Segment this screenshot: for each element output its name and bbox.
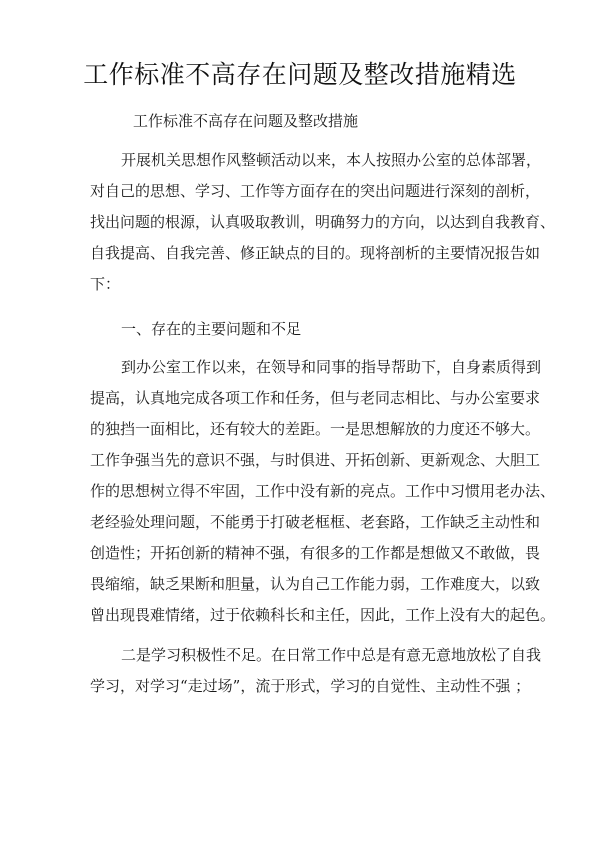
paragraph-2-line: 提高，认真地完成各项工作和任务，但与老同志相比、与办公室要求 — [90, 389, 541, 407]
paragraph-2-line: 工作争强当先的意识不强，与时俱进、开拓创新、更新观念、大胆工 — [90, 451, 541, 469]
paragraph-2-line: 作的思想树立得不牢固，工作中没有新的亮点。工作中习惯用老办法、 — [90, 482, 556, 500]
paragraph-1-line: 自我提高、自我完善、修正缺点的目的。现将剖析的主要情况报告如 — [90, 244, 541, 262]
paragraph-2-line: 创造性；开拓创新的精神不强，有很多的工作都是想做又不敢做，畏 — [90, 544, 541, 562]
paragraph-1-line: 开展机关思想作风整顿活动以来，本人按照办公室的总体部署， — [121, 151, 542, 169]
document-title: 工作标准不高存在问题及整改措施精选 — [83, 60, 517, 89]
paragraph-2-line: 畏缩缩，缺乏果断和胆量，认为自己工作能力弱，工作难度大，以致 — [90, 575, 541, 593]
document-subtitle: 工作标准不高存在问题及整改措施 — [133, 112, 359, 130]
paragraph-2-line: 老经验处理问题，不能勇于打破老框框、老套路，工作缺乏主动性和 — [90, 513, 541, 531]
paragraph-2-line: 的独挡一面相比，还有较大的差距。一是思想解放的力度还不够大。 — [90, 420, 541, 438]
paragraph-1-line: 对自己的思想、学习、工作等方面存在的突出问题进行深刻的剖析， — [90, 182, 541, 200]
paragraph-1-line: 下： — [90, 275, 121, 293]
paragraph-2-line: 到办公室工作以来，在领导和同事的指导帮助下，自身素质得到 — [121, 358, 542, 376]
section-heading: 一、存在的主要问题和不足 — [121, 320, 302, 338]
paragraph-3-line: 学习，对学习“走过场”，流于形式，学习的自觉性、主动性不强 ； — [90, 677, 531, 695]
paragraph-1-line: 找出问题的根源，认真吸取教训，明确努力的方向，以达到自我教育、 — [90, 213, 556, 231]
paragraph-3-line: 二是学习积极性不足。在日常工作中总是有意无意地放松了自我 — [121, 646, 542, 664]
paragraph-2-line: 曾出现畏难情绪，过于依赖科长和主任，因此，工作上没有大的起色。 — [90, 606, 556, 624]
